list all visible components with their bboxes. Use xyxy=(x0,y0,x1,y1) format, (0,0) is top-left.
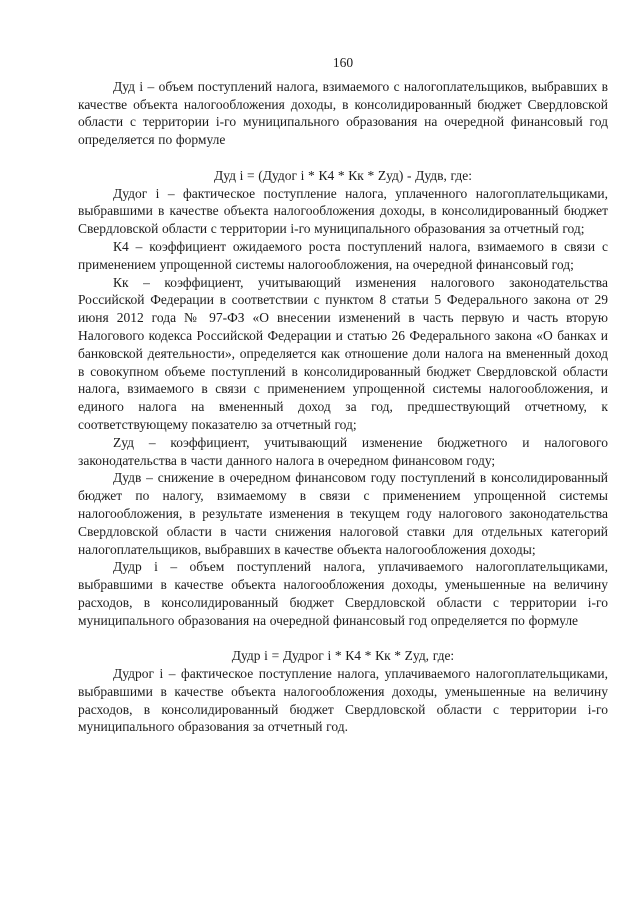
formula-dudr: Дудр i = Дудрог i * К4 * Кк * Zуд, где: xyxy=(231,648,455,664)
paragraph-dud-i-definition: Дуд i – объем поступлений налога, взимаемого с налогоплательщиков, выбравших в качестве объекта налогообложения доходы, в консолидированный бюджет Свердловской области с территории i-го муниципального образования на очередной финансовый год определяется по формуле xyxy=(78,78,608,148)
formula-dud: Дуд i = (Дудог i * К4 * Кк * Zуд) - Дудв, где: xyxy=(213,167,472,183)
paragraph-dudr-i-definition: Дудр i – объем поступлений налога, уплачиваемого налогоплательщиками, выбравшими в качестве объекта налогообложения доходы, уменьшенные на величину расходов, в консолидированный бюджет Свердловской области с территории i-го муниципального образования на очередной финансовый год определяется по формуле xyxy=(78,559,608,628)
paragraph-zud-definition: Zуд – коэффициент, учитывающий изменение бюджетного и налогового законодательства в части данного налога в очередном финансовом году; xyxy=(78,434,608,468)
page-number: 160 xyxy=(332,55,354,70)
paragraph-kk-definition: Кк – коэффициент, учитывающий изменения налогового законодательства Российской Федерации в соответствии с пунктом 8 статьи 5 Федерального закона от 29 июня 2012 года № 97-ФЗ «О внесении изменений в часть первую и часть вторую Налогового кодекса Российской Федерации и статью 26 Федерального закона «О банках и банковской деятельности», определяется как отношение доли налога на вмененный доход в совокупном объеме поступлений в консолидированный бюджет Свердловской области налога, взимаемого в связи с применением упрощенной системы налогообложения, и единого налога на вмененный доход за год, предшествующий отчетному, к соответствующему показателю за отчетный год; xyxy=(78,274,608,432)
paragraph-dudog-i-definition: Дудог i – фактическое поступление налога, уплаченного налогоплательщиками, выбравшими в качестве объекта налогообложения доходы, в консолидированный бюджет Свердловской области с территории i-го муниципального образования за отчетный год; xyxy=(78,185,608,237)
paragraph-dudrog-i-definition: Дудрог i – фактическое поступление налога, уплачиваемого налогоплательщиками, выбравшими в качестве объекта налогообложения доходы, уменьшенные на величину расходов, в консолидированный бюджет Свердловской области с территории i-го муниципального образования за отчетный год. xyxy=(78,666,608,735)
paragraph-dudv-definition: Дудв – снижение в очередном финансовом году поступлений в консолидированный бюджет по налогу, взимаемому в связи с применением упрощенной системы налогообложения, в результате изменения в текущем году налогового законодательства Свердловской области в части снижения налоговой ставки для отдельных категорий налогоплательщиков, выбравших в качестве объекта налогообложения доходы; xyxy=(78,470,608,557)
paragraph-k4-definition: К4 – коэффициент ожидаемого роста поступлений налога, взимаемого в связи с применением упрощенной системы налогообложения, на очередной финансовый год; xyxy=(78,238,608,272)
